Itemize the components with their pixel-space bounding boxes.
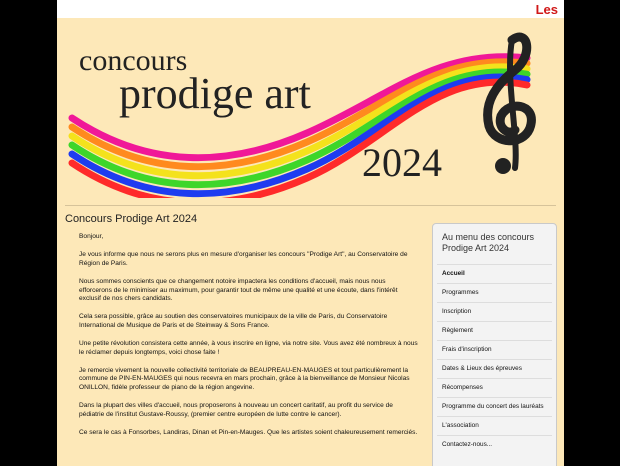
article-paragraph: Je vous informe que nous ne serons plus en mesure d'organiser les concours "Prodige Art", au Conservatoire de Région de Paris. xyxy=(79,251,408,267)
language-link[interactable]: Les xyxy=(535,2,558,17)
sidebar-menu xyxy=(432,223,557,466)
article-body xyxy=(65,233,420,438)
banner-year: 2024 xyxy=(362,140,442,185)
banner-title-line2: prodige art xyxy=(119,69,311,118)
banner-artwork xyxy=(57,18,564,198)
menu-item-dates-lieux[interactable]: Dates & Lieux des épreuves xyxy=(437,359,552,378)
banner-title-line1: concours xyxy=(79,44,188,77)
article-paragraph: Dans la plupart des villes d'accueil, nous proposerons à nouveau un concert caritatif, au profit du service de pédiatrie de l'institut Gustave-Roussy, (premier centre européen de lutte contre le cancer). xyxy=(79,402,393,418)
top-bar xyxy=(57,0,564,18)
article-paragraph: Cela sera possible, grâce au soutien des conservatoires municipaux de la ville de Paris, du Conservatoire International de Musique de Paris et de Steinway & Sons France. xyxy=(79,313,388,329)
menu-item-association[interactable]: L'association xyxy=(437,416,552,435)
article-paragraph: Nous sommes conscients que ce changement notoire impactera les conditions d'accueil, mais nous nous efforcerons de le minimiser au maximum, pour garantir tout de même une qualité et une écoute, dans l'intérêt exclusif de nos chers candidats. xyxy=(79,278,398,303)
main-content xyxy=(65,213,420,448)
separator xyxy=(65,205,556,206)
article-title: Concours Prodige Art 2024 xyxy=(65,213,198,225)
article-paragraph: Je remercie vivement la nouvelle collectivité territoriale de BEAUPREAU-EN-MAUGES et tout particulièrement la commune de PIN-EN-MAUGES qui nous recevra en mars prochain, grâce à la bienveillance de Monsieur Nicolas ONILLON, fidèle professeur de piano de la région angevine. xyxy=(79,367,410,391)
article-paragraph: Bonjour, xyxy=(79,233,104,240)
menu-item-accueil[interactable]: Accueil xyxy=(437,264,552,283)
page xyxy=(57,18,564,466)
banner xyxy=(57,18,564,198)
sidebar-title: Au menu des concours Prodige Art 2024 xyxy=(442,232,535,253)
menu-item-recompenses[interactable]: Récompenses xyxy=(437,378,552,397)
menu-item-concert-laureats[interactable]: Programme du concert des lauréats xyxy=(437,397,552,416)
menu-item-frais[interactable]: Frais d'inscription xyxy=(437,340,552,359)
menu-list xyxy=(437,264,552,454)
article-paragraph: Ce sera le cas à Fonsorbes, Landiras, Dinan et Pin-en-Mauges. Que les artistes soient chaleureusement remerciés. xyxy=(79,429,418,437)
menu-item-reglement[interactable]: Règlement xyxy=(437,321,552,340)
article-paragraph: Une petite révolution consistera cette année, à vous inscrire en ligne, via notre site. Vous avez été nombreux à nous le réclamer depuis longtemps, voici chose faite ! xyxy=(79,340,418,356)
menu-item-programmes[interactable]: Programmes xyxy=(437,283,552,302)
menu-item-inscription[interactable]: Inscription xyxy=(437,302,552,321)
menu-item-contact[interactable]: Contactez-nous... xyxy=(437,435,552,454)
